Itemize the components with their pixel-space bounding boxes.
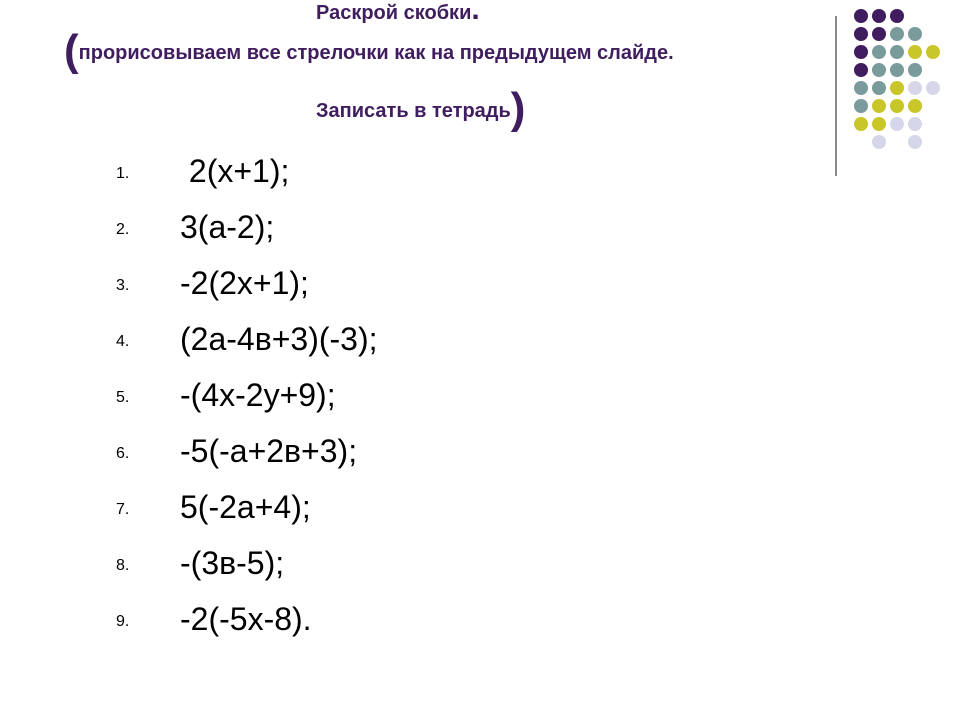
item-expression: -2(2х+1); [180,265,309,301]
decorative-dot [908,117,922,131]
decorative-dot [908,45,922,59]
decorative-dot [872,135,886,149]
title-text-3: Записать в тетрадь [316,100,511,122]
decorative-dot [890,63,904,77]
list-item [0,489,700,529]
decorative-dot [908,27,922,41]
decorative-dot [872,45,886,59]
decorative-dot [890,117,904,131]
decorative-dot [854,9,868,23]
decorative-dot [908,63,922,77]
slide-title-line-3 [316,84,526,133]
item-number: 6. [116,445,130,462]
list-item [0,209,700,249]
decorative-dot [854,117,868,131]
title-text-2: прорисовываем все стрелочки как на предыдущем слайде. [78,42,674,64]
list-item [0,545,700,585]
decorative-dot [854,63,868,77]
decorative-dot [854,45,868,59]
item-expression: -(3в-5); [180,545,285,581]
decorative-dot [872,63,886,77]
item-number: 3. [116,277,130,294]
item-number: 4. [116,333,130,350]
decorative-dot [872,117,886,131]
decorative-dot [890,27,904,41]
item-expression: 3(а-2); [180,209,275,245]
decorative-dot [890,45,904,59]
slide-title-line-1 [316,2,480,25]
decorative-dot [890,99,904,113]
list-item [0,377,700,417]
item-expression: -(4х-2у+9); [180,377,336,413]
list-item [0,321,700,361]
item-expression: -5(-а+2в+3); [180,433,358,469]
item-number: 9. [116,613,130,630]
decorative-dot [926,45,940,59]
decorative-dot [854,27,868,41]
decorative-dot [908,135,922,149]
item-number: 5. [116,389,130,406]
close-paren: ) [510,84,526,133]
list-item [0,601,700,641]
item-expression: -2(-5х-8). [180,601,312,637]
list-item [0,265,700,305]
decorative-dot [854,99,868,113]
item-number: 2. [116,221,130,238]
open-paren: ( [64,26,79,75]
title-text-1: Раскрой скобки [316,2,472,24]
decorative-dot [872,81,886,95]
title-dot: . [471,0,480,26]
decorative-dot [872,99,886,113]
item-number: 8. [116,557,130,574]
decorative-dot [854,81,868,95]
list-item [0,433,700,473]
item-expression: (2а-4в+3)(-3); [180,321,378,357]
decorative-dot [890,9,904,23]
item-number: 1. [116,165,130,182]
decorative-dot [890,81,904,95]
item-number: 7. [116,501,130,518]
item-expression: 2(х+1); [180,153,290,189]
decorative-dot [908,81,922,95]
slide-title-line-2 [64,26,674,75]
decorative-divider-line [835,16,837,176]
list-item [0,153,700,193]
item-expression: 5(-2а+4); [180,489,311,525]
decorative-dot [908,99,922,113]
decorative-dot [872,27,886,41]
decorative-dot [872,9,886,23]
decorative-dot [926,81,940,95]
